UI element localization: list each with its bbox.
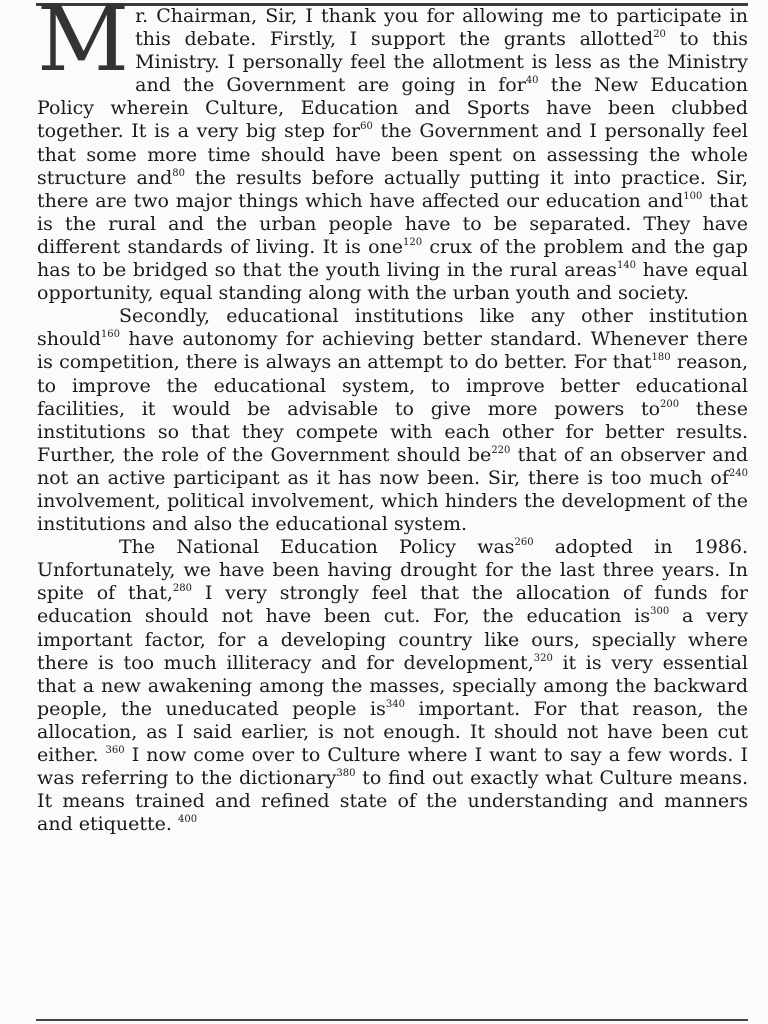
- word-count-marker: 360: [105, 745, 125, 756]
- text-segment: the results before actually putting it into practice. Sir, there are two major things which have affected our education and: [37, 166, 748, 212]
- word-count-marker: 140: [616, 260, 637, 272]
- paragraph-2: [37, 305, 748, 536]
- word-count-marker: 260: [514, 537, 534, 549]
- text-segment: reason, to improve the educational system, to improve better educational facilities, it would be advisable to give more powers to: [37, 351, 748, 420]
- text-segment: to find out exactly what Culture means. It means trained and refined state of the understanding and manners and etiquette.: [37, 767, 748, 836]
- word-count-marker: 280: [172, 583, 192, 595]
- word-count-marker: 240: [728, 467, 748, 479]
- text-segment: The National Education Policy was: [119, 536, 515, 559]
- text-segment: the Government and I personally feel that some more time should have been spent on assessing the whole structure and: [37, 120, 748, 189]
- text-segment: Secondly, educational institutions like any other institution should: [37, 305, 748, 351]
- word-count-marker: 220: [491, 444, 511, 456]
- text-segment: a very important factor, for a developing country like ours, specially where there is too much illiteracy and for development,: [37, 605, 748, 674]
- drop-cap: M: [37, 0, 130, 92]
- text-segment: have autonomy for achieving better standard. Whenever there is competition, there is always an attempt to do better. For that: [37, 328, 748, 374]
- text-segment: to this Ministry. I personally feel the allotment is less as the Ministry and the Government are going in for: [135, 28, 749, 97]
- word-count-marker: 340: [385, 698, 405, 710]
- word-count-marker: 400: [177, 814, 198, 826]
- article-body: [37, 0, 749, 836]
- text-segment: it is very essential that a new awakening among the masses, specially among the backward people, the uneducated people is: [37, 651, 748, 720]
- text-segment: I now come over to Culture where I want to say a few words. I was referring to the dictionary: [37, 744, 748, 790]
- text-segment: crux of the problem and the gap has to be bridged so that the youth living in the rural areas: [37, 235, 748, 282]
- paragraph-1: [37, 0, 749, 305]
- text-segment: important. For that reason, the allocation, as I said earlier, is not enough. It should not have been cut either.: [37, 697, 748, 766]
- paragraph-3: [37, 536, 748, 836]
- word-count-marker: 120: [403, 236, 423, 248]
- word-count-marker: 100: [683, 190, 703, 202]
- word-count-marker: 200: [660, 398, 680, 410]
- text-segment: the New Education Policy wherein Culture, Education and Sports have been clubbed together. It is a very big step for: [37, 74, 748, 143]
- word-count-marker: 380: [336, 768, 356, 780]
- text-segment: I very strongly feel that the allocation of funds for education should not have been cut. For, the education is: [37, 582, 748, 628]
- text-segment: that is the rural and the urban people have to be separated. They have different standards of living. It is one: [37, 189, 749, 258]
- word-count-marker: 80: [172, 167, 185, 179]
- text-segment: r. Chairman, Sir, I thank you for allowing me to participate in this debate. Firstly, I support the grants allotted: [135, 5, 748, 51]
- text-segment: that of an observer and not an active participant as it has now been. Sir, there is too much of: [37, 443, 748, 489]
- word-count-marker: 320: [533, 652, 553, 664]
- word-count-marker: 60: [360, 121, 373, 133]
- word-count-marker: 180: [651, 352, 671, 364]
- bottom-rule: [36, 1019, 748, 1021]
- text-segment: involvement, political involvement, which hinders the development of the institutions and also the educational system.: [37, 489, 748, 536]
- text-segment: have equal opportunity, equal standing along with the urban youth and society.: [37, 259, 749, 305]
- word-count-marker: 20: [653, 29, 666, 41]
- text-segment: these institutions so that they compete with each other for better results. Further, the role of the Government should be: [37, 397, 748, 466]
- word-count-marker: 160: [100, 329, 120, 341]
- word-count-marker: 300: [650, 606, 670, 618]
- text-segment: adopted in 1986. Unfortunately, we have been having drought for the last three years. In spite of that,: [37, 536, 748, 605]
- word-count-marker: 40: [525, 75, 539, 87]
